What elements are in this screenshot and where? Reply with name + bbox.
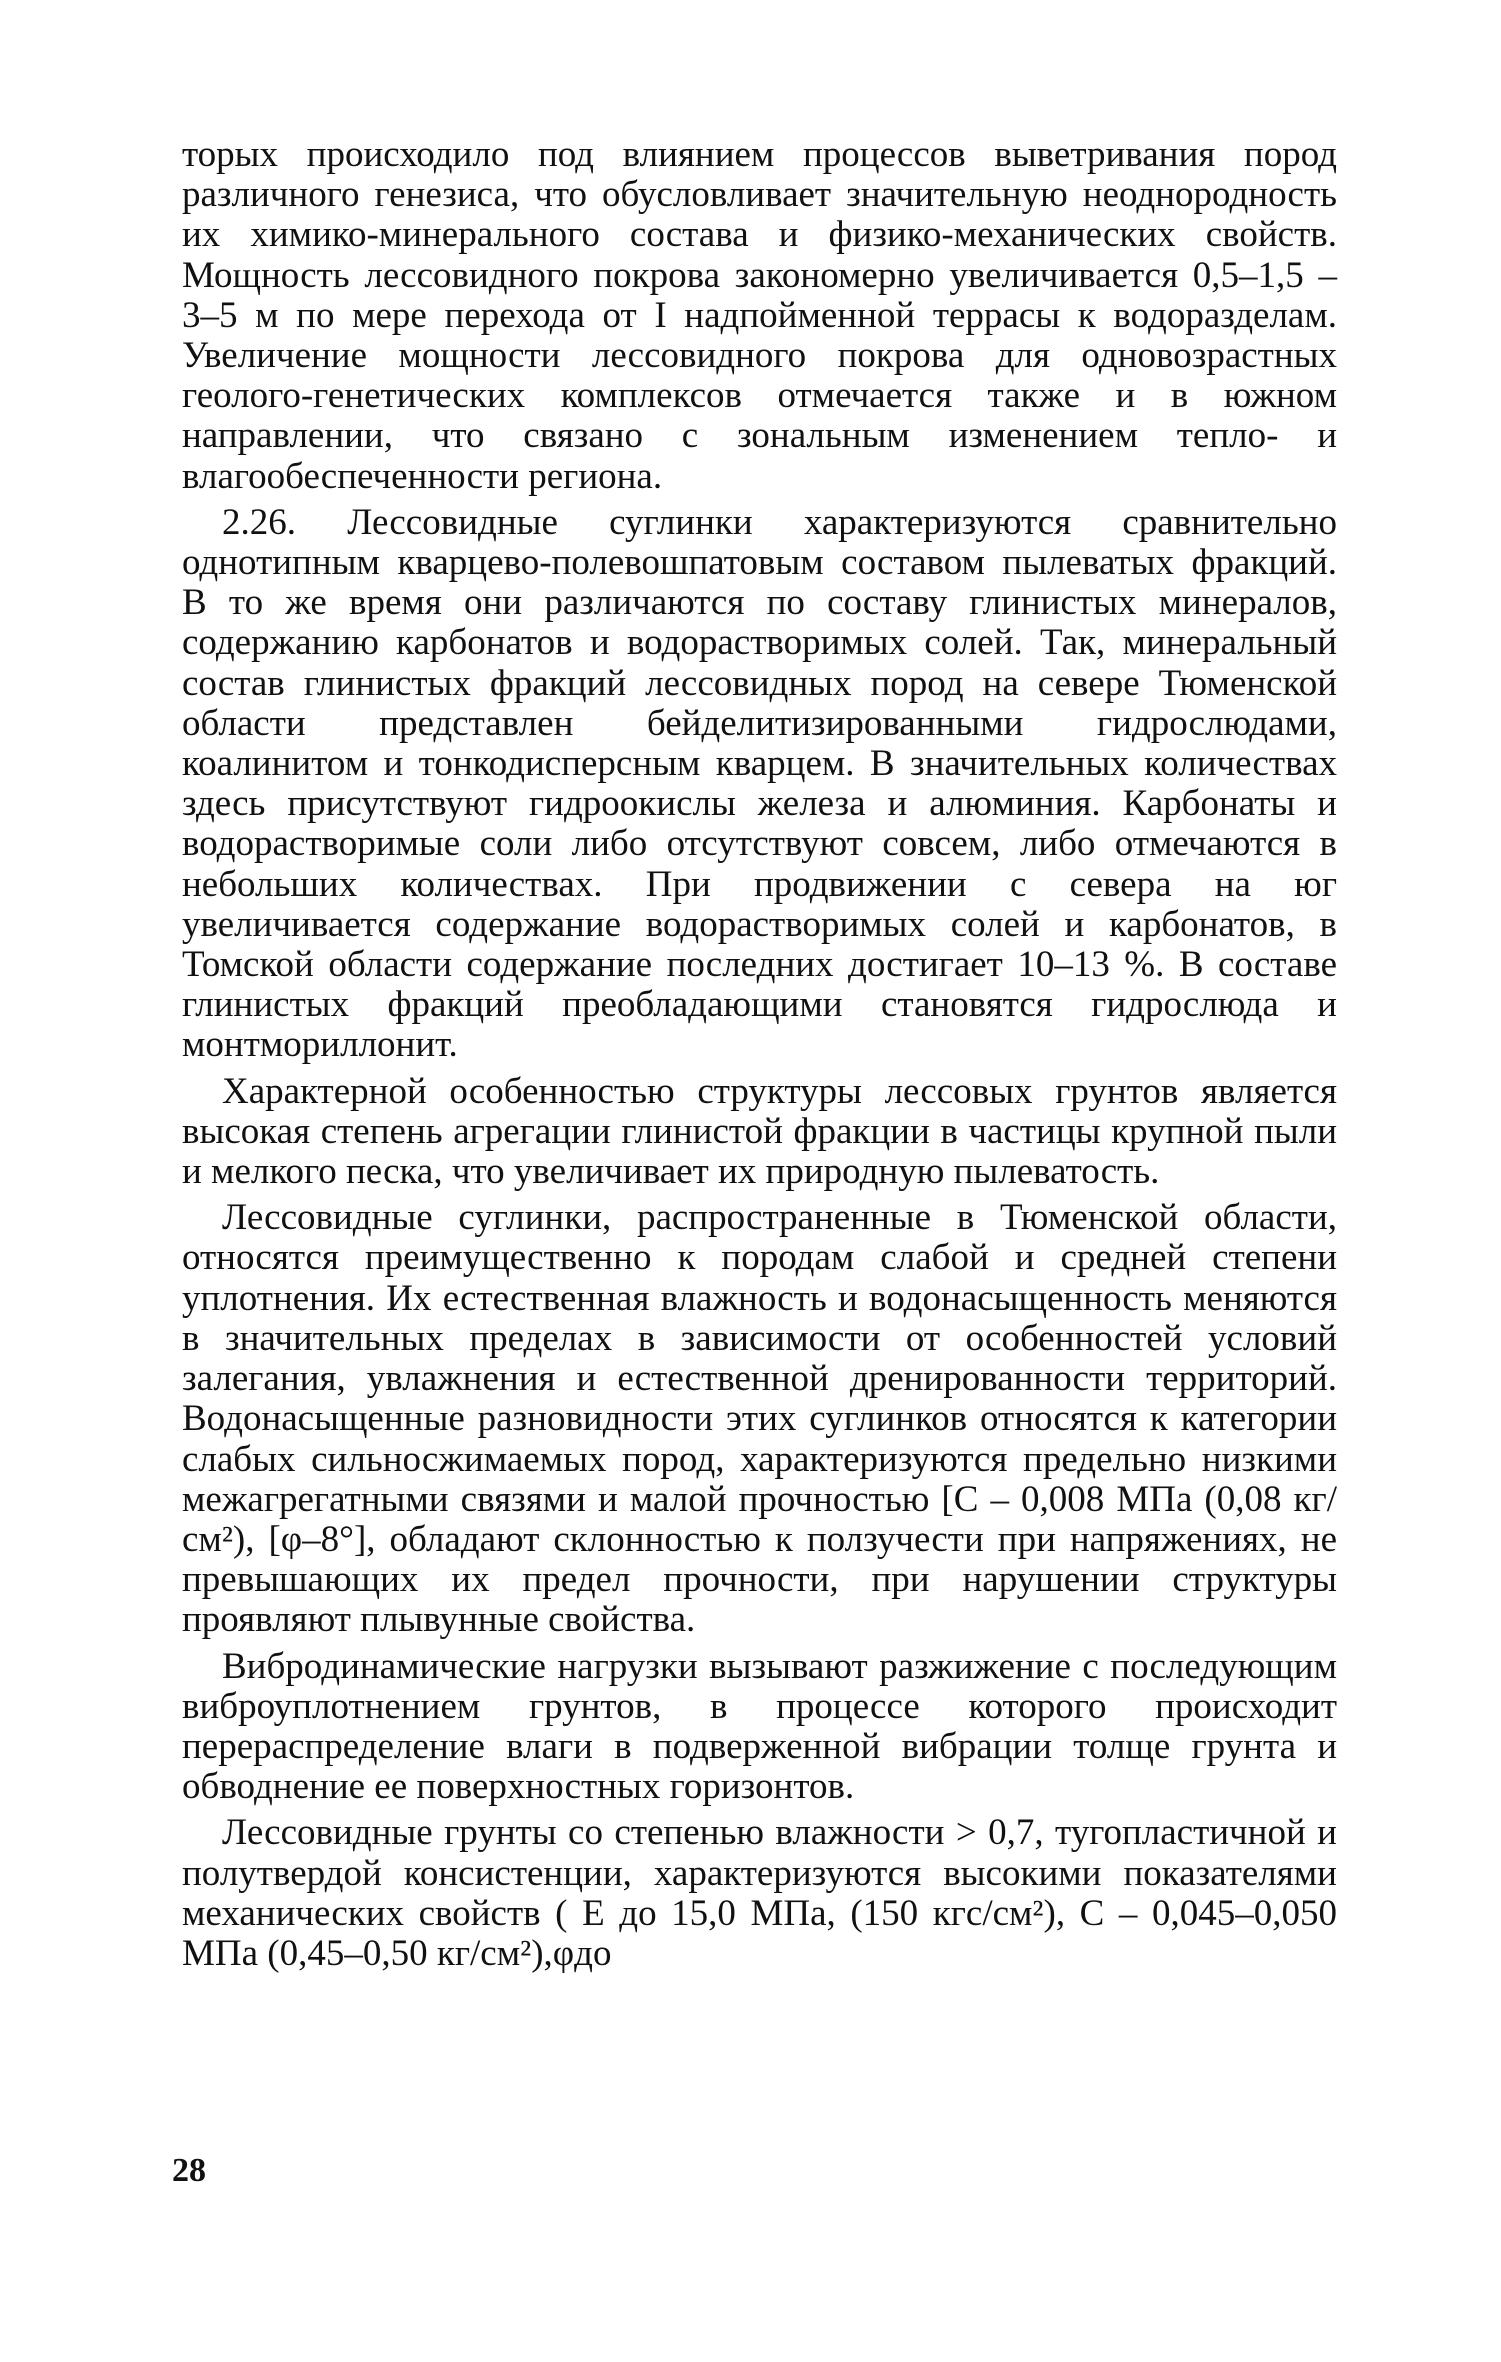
paragraph-vibrodynamic: Вибродинамические нагрузки вызывают разжижение с последующим виброуплотнением грунтов, в процессе которого происходит перераспределение влаги в подверженной вибрации толще грунта и обводнение ее поверхностных горизонтов. — [182, 1645, 1337, 1808]
paragraph-continuation: торых происходило под влиянием процессов выветривания пород различного генезиса, что обусловливает значительную неоднородность их химико-минерального состава и физико-механических свойств. Мощность лессовидного покрова закономерно увеличивается 0,5–1,5 – 3–5 м по мере перехода от I надпойменной террасы к водоразделам. Увеличение мощности лессовидного покрова для одновозрастных геолого-генетических комплексов отмечается также и в южном направлении, что связано с зональным изменением тепло- и влагообеспеченности региона. — [182, 134, 1337, 497]
paragraph-section-2-26: 2.26. Лессовидные суглинки характеризуются сравнительно однотипным кварцево-полевошпатовым составом пылеватых фракций. В то же время они различаются по составу глинистых минералов, содержанию карбонатов и водорастворимых солей. Так, минеральный состав глинистых фракций лессовидных пород на севере Тюменской области представлен бейделитизированными гидрослюдами, коалинитом и тонкодисперсным кварцем. В значительных количествах здесь присутствуют гидроокислы железа и алюминия. Карбонаты и водорастворимые соли либо отсутствуют совсем, либо отмечаются в небольших количествах. При продвижении с севера на юг увеличивается содержание водорастворимых солей и карбонатов, в Томской области содержание последних достигает 10–13 %. В составе глинистых фракций преобладающими становятся гидрослюда и монтмориллонит. — [182, 501, 1337, 1066]
paragraph-mechanical-properties: Лессовидные грунты со степенью влажности > 0,7, тугопластичной и полутвердой консистенции, характеризуются высокими показателями механических свойств ( E до 15,0 МПа, (150 кгс/см²), C – 0,045–0,050 МПа (0,45–0,50 кг/см²),φдо — [182, 1812, 1337, 1974]
paragraph-tyumen-loams: Лессовидные суглинки, распространенные в Тюменской области, относятся преимущественно к породам слабой и средней степени уплотнения. Их естественная влажность и водонасыщенность меняются в значительных пределах в зависимости от особенностей условий залегания, увлажнения и естественной дренированности территорий. Водонасыщенные разновидности этих суглинков относятся к категории слабых сильносжимаемых пород, характеризуются предельно низкими межагрегатными связями и малой прочностью [C – 0,008 МПа (0,08 кг/см²), [φ–8°], обладают склонностью к ползучести при напряжениях, не превышающих их предел прочности, при нарушении структуры проявляют плывунные свойства. — [182, 1197, 1337, 1641]
paragraph-structure: Характерной особенностью структуры лессовых грунтов является высокая степень агрегации глинистой фракции в частицы крупной пыли и мелкого песка, что увеличивает их природную пылеватость. — [182, 1070, 1337, 1193]
page-number: 28 — [172, 2152, 206, 2189]
document-page — [182, 135, 1337, 1974]
